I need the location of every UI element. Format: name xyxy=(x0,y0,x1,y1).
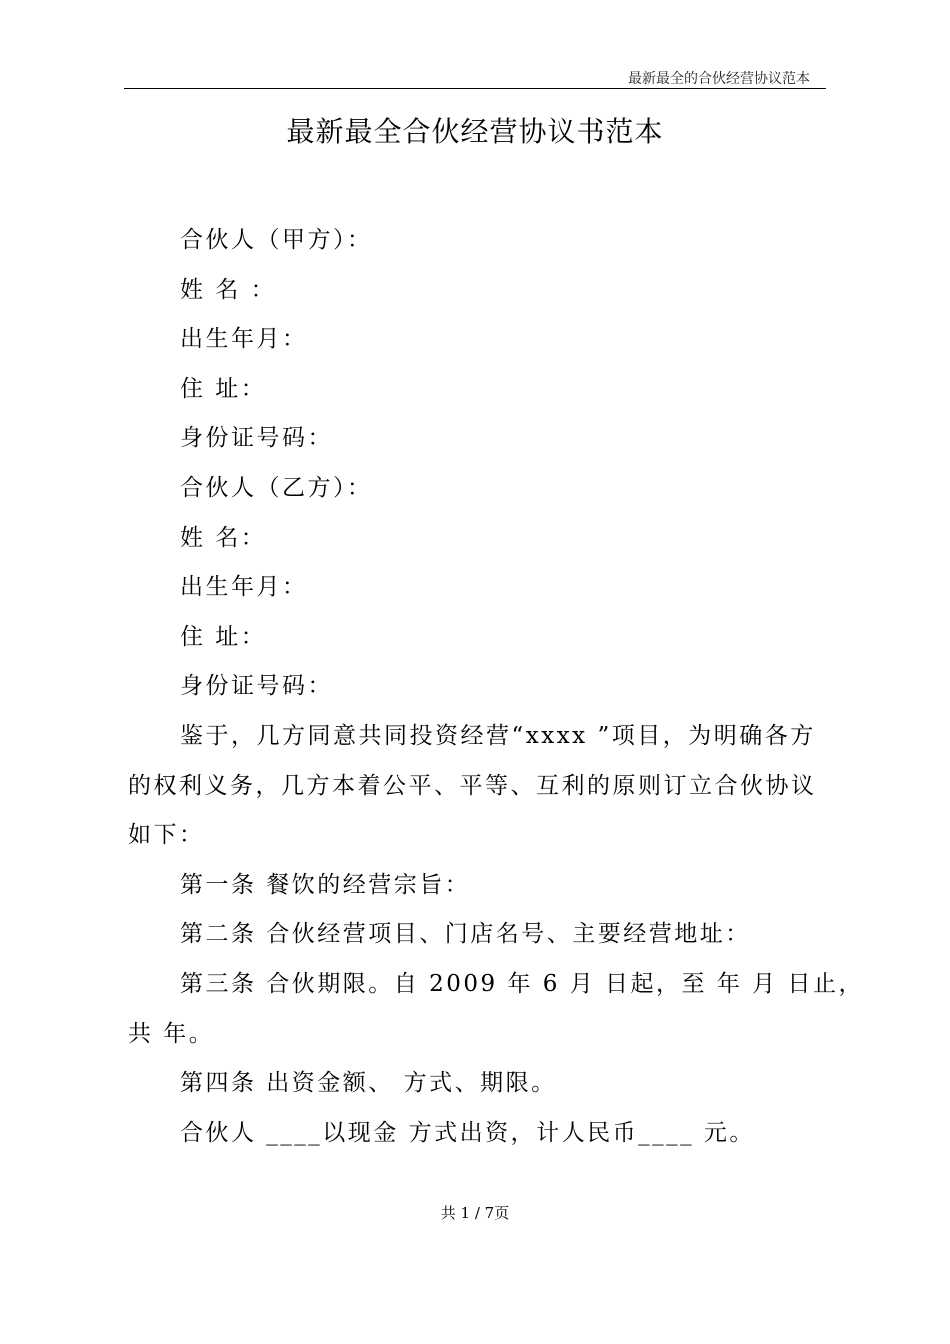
party-a-birth-field: 出生年月： xyxy=(180,326,308,353)
preamble-line-1: 鉴于，几方同意共同投资经营“xxxx ”项目，为明确各方 xyxy=(180,722,816,749)
party-b-heading: 合伙人（乙方）： xyxy=(180,474,373,501)
party-a-address-field: 住 址： xyxy=(180,375,267,402)
document-title: 最新最全合伙经营协议书范本 xyxy=(286,115,664,148)
document-body xyxy=(128,216,864,1158)
party-b-name-field: 姓 名： xyxy=(180,524,267,551)
header-rule xyxy=(124,88,826,89)
party-a-heading: 合伙人（甲方）： xyxy=(180,227,373,253)
article-2: 第二条 合伙经营项目、门店名号、主要经营地址： xyxy=(180,921,751,948)
running-header: 最新最全的合伙经营协议范本 xyxy=(628,71,810,87)
article-3-line-2: 共 年。 xyxy=(128,1020,215,1047)
party-a-id-field: 身份证号码： xyxy=(180,425,333,452)
article-4: 第四条 出资金额、 方式、期限。 xyxy=(180,1070,557,1097)
party-a-name-field: 姓 名 ： xyxy=(180,276,277,303)
article-1: 第一条 餐饮的经营宗旨： xyxy=(180,871,471,898)
preamble-line-2: 的权利义务，几方本着公平、平等、互利的原则订立合伙协议 xyxy=(128,772,817,799)
party-b-address-field: 住 址： xyxy=(180,623,267,650)
article-4-contribution: 合伙人 ____以现金 方式出资，计人民币____ 元。 xyxy=(180,1119,755,1146)
preamble-line-3: 如下： xyxy=(128,822,205,849)
page-indicator: 共 1 / 7页 xyxy=(440,1204,510,1222)
party-b-id-field: 身份证号码： xyxy=(180,673,333,700)
party-b-birth-field: 出生年月： xyxy=(180,574,308,601)
article-3-line-1: 第三条 合伙期限。自 2009 年 6 月 日起，至 年 月 日止， xyxy=(180,970,864,997)
